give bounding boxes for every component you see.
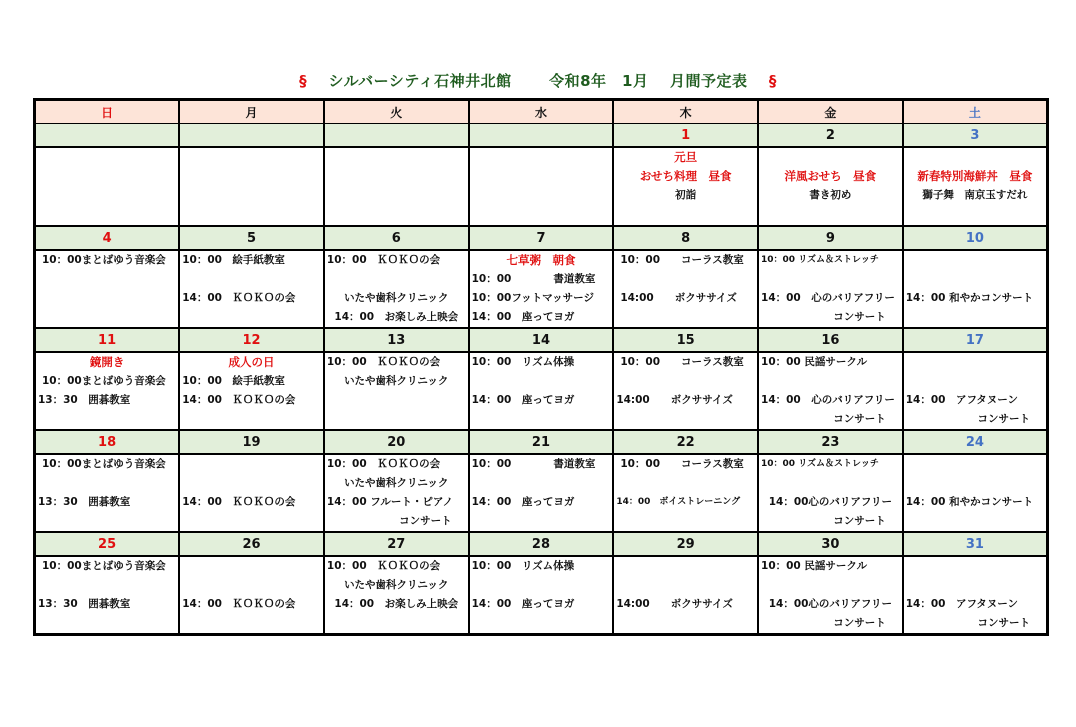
day-events-cell: [179, 250, 324, 328]
date-cell: 29: [613, 532, 758, 556]
event-line: 10：00 リズム体操: [471, 356, 575, 368]
day-events-cell: [324, 250, 469, 328]
blank-line: [180, 455, 323, 474]
page-title: [0, 70, 1076, 91]
day-events-cell: [758, 556, 903, 635]
date-cell: [469, 124, 614, 148]
day-events-cell: [324, 454, 469, 532]
event-line: 14:00 ボクササイズ: [616, 394, 733, 406]
day-events-cell: [469, 352, 614, 430]
events-row: [35, 454, 1048, 532]
date-cell: 2: [758, 124, 903, 148]
date-row: [35, 124, 1048, 148]
weekday-wed: 水: [469, 100, 614, 124]
day-events-cell: [179, 454, 324, 532]
date-row: [35, 430, 1048, 454]
weekday-fri: 金: [758, 100, 903, 124]
document-type: 月間予定表: [669, 72, 748, 90]
weekday-thu: 木: [613, 100, 758, 124]
blank-line: [180, 474, 323, 493]
weekday-header-row: [35, 100, 1048, 124]
blank-line: [614, 576, 757, 595]
day-events-cell: [613, 250, 758, 328]
event-line: 14：00 お楽しみ上映会: [334, 598, 459, 610]
event-line: 10：00 コーラス教室: [620, 254, 744, 266]
event-line: 10：00 民謡サークル: [761, 356, 868, 368]
event-line: 14：00 フルート・ピアノ: [326, 496, 454, 508]
event-line: 10：00フットマッサージ: [471, 292, 594, 304]
blank-line: [759, 474, 902, 493]
day-events-cell: [903, 250, 1048, 328]
event-line: 13：30 囲碁教室: [38, 598, 131, 610]
event-line: 14：00 座ってヨガ: [471, 311, 575, 323]
blank-line: [36, 576, 178, 595]
blank-line: [180, 576, 323, 595]
day-events-cell: [324, 147, 469, 226]
blank-line: [614, 474, 757, 493]
date-cell: 24: [903, 430, 1048, 454]
blank-line: [904, 474, 1046, 493]
day-events-cell: [613, 454, 758, 532]
blank-line: [614, 372, 757, 391]
date-cell: 7: [469, 226, 614, 250]
date-cell: 6: [324, 226, 469, 250]
event-line: 七草粥 朝食: [506, 253, 576, 267]
event-line: 鏡開き: [89, 355, 125, 369]
day-events-cell: [179, 556, 324, 635]
section-mark-icon: §: [768, 72, 777, 90]
event-line: いたや歯科クリニック: [344, 477, 449, 489]
date-row: [35, 328, 1048, 352]
date-cell: 8: [613, 226, 758, 250]
date-cell: 1: [613, 124, 758, 148]
day-events-cell: [35, 454, 180, 532]
event-line: 14：00 和やかコンサート: [905, 292, 1034, 304]
calendar-period: 令和8年 1月: [549, 72, 649, 90]
weekday-mon: 月: [179, 100, 324, 124]
event-line: 14：00心のバリアフリー: [768, 598, 893, 610]
event-line: 10：00 書道教室: [471, 273, 596, 285]
day-events-cell: [903, 352, 1048, 430]
event-line: 14：00 ボイストレーニング: [616, 497, 741, 507]
day-events-cell: [758, 352, 903, 430]
event-line: 洋風おせち 昼食: [784, 169, 877, 183]
event-line: 初詣: [675, 189, 697, 201]
blank-line: [325, 270, 468, 289]
event-line: 14：00 和やかコンサート: [905, 496, 1034, 508]
day-events-cell: [469, 556, 614, 635]
date-cell: 12: [179, 328, 324, 352]
blank-line: [470, 576, 613, 595]
date-cell: 22: [613, 430, 758, 454]
day-events-cell: [35, 556, 180, 635]
event-line: 獅子舞 南京玉すだれ: [922, 189, 1028, 201]
event-line: 10：00 コーラス教室: [620, 458, 744, 470]
facility-name: シルバーシティ石神井北館: [328, 72, 512, 90]
date-cell: 3: [903, 124, 1048, 148]
event-line: 10：00 ＫＯＫＯの会: [326, 560, 441, 572]
event-line: いたや歯科クリニック: [344, 579, 449, 591]
date-cell: 30: [758, 532, 903, 556]
event-line: 14:00 ボクササイズ: [620, 292, 737, 304]
weekday-tue: 火: [324, 100, 469, 124]
event-line: 14：00 座ってヨガ: [471, 598, 575, 610]
day-events-cell: [35, 147, 180, 226]
event-line: コンサート: [977, 413, 1030, 425]
monthly-calendar: [33, 98, 1049, 636]
day-events-cell: [469, 454, 614, 532]
event-line: 14：00 ＫＯＫＯの会: [182, 394, 296, 406]
event-line: 13：30 囲碁教室: [38, 496, 131, 508]
date-cell: 28: [469, 532, 614, 556]
events-row: [35, 352, 1048, 430]
date-cell: 23: [758, 430, 903, 454]
event-line: コンサート: [977, 617, 1030, 629]
event-line: コンサート: [833, 311, 886, 323]
event-line: 10：00まとばゆう音楽会: [42, 375, 166, 387]
event-line: 13：30 囲碁教室: [38, 394, 131, 406]
day-events-cell: [613, 556, 758, 635]
blank-line: [904, 148, 1046, 167]
date-cell: 14: [469, 328, 614, 352]
blank-line: [470, 372, 613, 391]
day-events-cell: [469, 147, 614, 226]
event-line: 10：00まとばゆう音楽会: [42, 458, 166, 470]
blank-line: [904, 353, 1046, 372]
event-line: 10：00 リズム＆ストレッチ: [761, 255, 879, 265]
date-cell: 4: [35, 226, 180, 250]
day-events-cell: [903, 147, 1048, 226]
date-cell: 18: [35, 430, 180, 454]
date-cell: 13: [324, 328, 469, 352]
events-row: [35, 250, 1048, 328]
blank-line: [759, 372, 902, 391]
section-mark-icon: §: [299, 72, 308, 90]
blank-line: [904, 455, 1046, 474]
day-events-cell: [179, 147, 324, 226]
day-events-cell: [758, 147, 903, 226]
blank-line: [614, 557, 757, 576]
event-line: 14:00 ボクササイズ: [616, 598, 733, 610]
date-cell: 31: [903, 532, 1048, 556]
event-line: 14：00心のバリアフリー: [768, 496, 893, 508]
date-row: [35, 226, 1048, 250]
event-line: いたや歯科クリニック: [344, 375, 449, 387]
weekday-sat: 土: [903, 100, 1048, 124]
date-cell: 11: [35, 328, 180, 352]
blank-line: [180, 270, 323, 289]
event-line: 14：00 ＫＯＫＯの会: [182, 292, 296, 304]
date-row: [35, 532, 1048, 556]
events-row: [35, 147, 1048, 226]
event-line: 書き初め: [809, 189, 852, 201]
day-events-cell: [179, 352, 324, 430]
event-line: コンサート: [399, 515, 452, 527]
date-cell: [324, 124, 469, 148]
event-line: いたや歯科クリニック: [344, 292, 449, 304]
blank-line: [904, 372, 1046, 391]
day-events-cell: [903, 454, 1048, 532]
date-cell: 9: [758, 226, 903, 250]
event-line: コンサート: [833, 617, 886, 629]
date-cell: 26: [179, 532, 324, 556]
blank-line: [904, 576, 1046, 595]
event-line: 新春特別海鮮丼 昼食: [917, 169, 1033, 183]
day-events-cell: [324, 556, 469, 635]
blank-line: [904, 251, 1046, 270]
date-cell: 5: [179, 226, 324, 250]
event-line: 10：00 書道教室: [471, 458, 596, 470]
event-line: 10：00 リズム＆ストレッチ: [761, 459, 879, 469]
date-cell: 25: [35, 532, 180, 556]
blank-line: [759, 148, 902, 167]
event-line: 成人の日: [228, 355, 275, 369]
event-line: 14：00 ＫＯＫＯの会: [182, 496, 296, 508]
blank-line: [904, 270, 1046, 289]
date-cell: 20: [324, 430, 469, 454]
day-events-cell: [758, 454, 903, 532]
event-line: 10：00 絵手紙教室: [182, 254, 285, 266]
date-cell: 15: [613, 328, 758, 352]
event-line: おせち料理 昼食: [639, 169, 732, 183]
blank-line: [759, 576, 902, 595]
event-line: 10：00 ＫＯＫＯの会: [326, 254, 441, 266]
date-cell: 21: [469, 430, 614, 454]
event-line: コンサート: [833, 413, 886, 425]
events-row: [35, 556, 1048, 635]
date-cell: [35, 124, 180, 148]
blank-line: [614, 270, 757, 289]
event-line: 10：00 ＫＯＫＯの会: [326, 458, 441, 470]
day-events-cell: [758, 250, 903, 328]
blank-line: [36, 474, 178, 493]
event-line: 元旦: [674, 150, 698, 164]
event-line: 10：00 絵手紙教室: [182, 375, 285, 387]
event-line: 14：00 アフタヌーン: [905, 598, 1018, 610]
event-line: 10：00まとばゆう音楽会: [42, 254, 166, 266]
date-cell: 17: [903, 328, 1048, 352]
date-cell: [179, 124, 324, 148]
blank-line: [904, 557, 1046, 576]
event-line: 10：00 民謡サークル: [761, 560, 868, 572]
date-cell: 16: [758, 328, 903, 352]
event-line: 10：00 コーラス教室: [620, 356, 744, 368]
event-line: 14：00 心のバリアフリー: [761, 394, 895, 406]
event-line: 14：00 座ってヨガ: [471, 394, 575, 406]
day-events-cell: [35, 352, 180, 430]
event-line: 10：00まとばゆう音楽会: [42, 560, 166, 572]
event-line: 14：00 アフタヌーン: [905, 394, 1018, 406]
date-cell: 19: [179, 430, 324, 454]
date-cell: 10: [903, 226, 1048, 250]
day-events-cell: [35, 250, 180, 328]
weekday-sun: 日: [35, 100, 180, 124]
event-line: 10：00 ＫＯＫＯの会: [326, 356, 441, 368]
event-line: コンサート: [833, 515, 886, 527]
blank-line: [180, 557, 323, 576]
event-line: 14：00 座ってヨガ: [471, 496, 575, 508]
event-line: 10：00 リズム体操: [471, 560, 575, 572]
blank-line: [470, 474, 613, 493]
day-events-cell: [469, 250, 614, 328]
day-events-cell: [613, 147, 758, 226]
event-line: 14：00 ＫＯＫＯの会: [182, 598, 296, 610]
event-line: 14：00 お楽しみ上映会: [334, 311, 459, 323]
day-events-cell: [903, 556, 1048, 635]
date-cell: 27: [324, 532, 469, 556]
day-events-cell: [324, 352, 469, 430]
blank-line: [759, 270, 902, 289]
event-line: 14：00 心のバリアフリー: [761, 292, 895, 304]
day-events-cell: [613, 352, 758, 430]
